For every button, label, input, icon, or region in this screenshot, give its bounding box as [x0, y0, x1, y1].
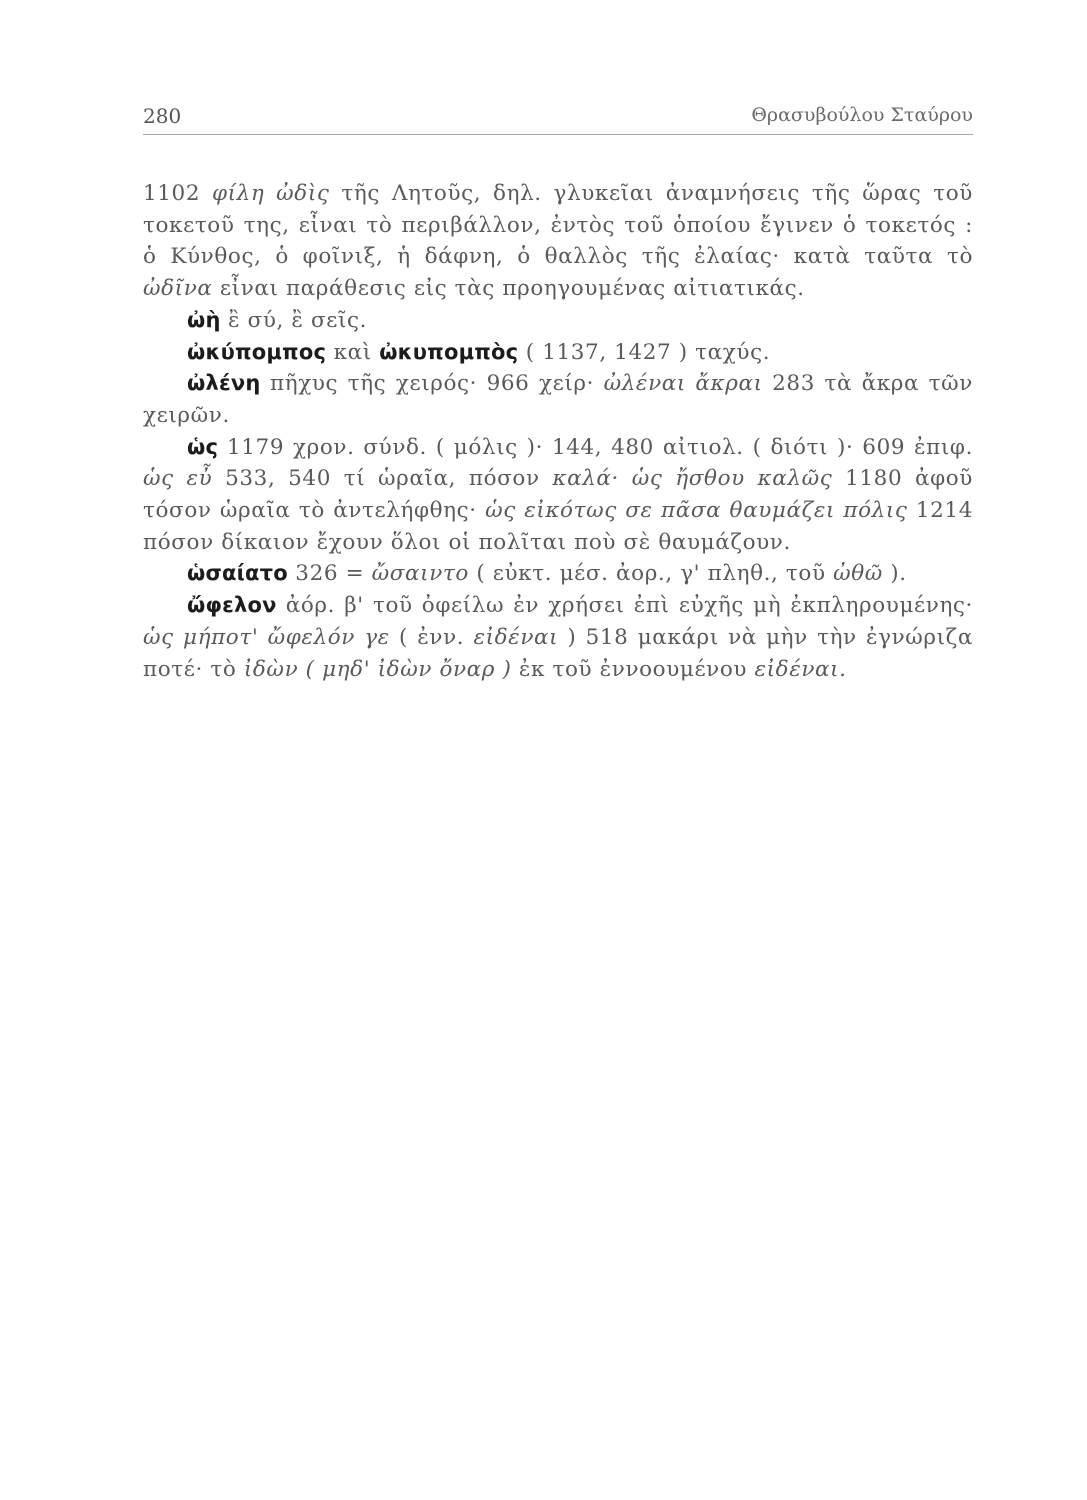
- entry-text: 1102: [143, 181, 212, 206]
- quoted-text: ὠλέναι ἄκραι: [603, 371, 763, 397]
- glossary-entry: [143, 305, 973, 337]
- headword: ὤφελον: [187, 593, 277, 618]
- entry-text: ἀόρ. β' τοῦ ὀφείλω ἐν χρήσει ἐπὶ εὐχῆς μὴ ἐκπληρουμένης·: [276, 593, 973, 619]
- entry-text: καὶ: [326, 339, 380, 365]
- headword: ὠκυπομπὸς: [379, 339, 519, 364]
- glossary-entry: [143, 178, 973, 305]
- glossary-entry: [143, 558, 973, 590]
- entry-text: τῆς Λητοῦς, δηλ. γλυκεῖαι ἀναμνήσεις τῆς ὥρας τοῦ τοκετοῦ της, εἶναι τὸ περιβάλλον, ἐντὸς τοῦ ὁποίου ἔγινεν ὁ τοκετός : ὁ Κύνθος, ὁ φοῖνιξ, ἡ δάφνη, ὁ θαλλὸς τῆς ἐλαίας· κατὰ ταῦτα τὸ: [143, 181, 973, 270]
- entry-text: ἒ σύ, ἒ σεῖς.: [220, 307, 368, 333]
- glossary-entry: [143, 590, 973, 685]
- quoted-text: ἰδὼν ( μηδ' ἰδὼν ὄναρ ): [243, 656, 512, 682]
- entry-text: ( 1137, 1427 ) ταχύς.: [518, 339, 771, 365]
- page-number: 280: [143, 104, 182, 128]
- running-title: Θρασυβούλου Σταύρου: [751, 104, 973, 126]
- entry-text: 326 =: [287, 561, 372, 587]
- headword: ὠὴ: [187, 307, 221, 332]
- quoted-text: ὠδῖνα: [143, 276, 213, 302]
- running-header: [143, 100, 973, 135]
- glossary-entry: [143, 432, 973, 559]
- entry-text: πῆχυς τῆς χειρός· 966 χείρ·: [260, 371, 604, 397]
- entry-text: 1180 ἀφοῦ τόσον ὡραῖα τὸ ἀντελήφθης·: [143, 466, 973, 524]
- headword: ὡς: [187, 434, 219, 459]
- quoted-text: ὠθῶ: [833, 561, 883, 587]
- quoted-text: φίλη ὠδὶς: [211, 181, 330, 206]
- entry-text: ) 518 μακάρι νὰ μὴν τὴν ἐγνώριζα ποτέ· τὸ: [143, 624, 974, 682]
- entry-text: ( ἐνν.: [389, 624, 474, 650]
- entry-text: 283 τὰ ἄκρα τῶν χειρῶν.: [143, 371, 973, 428]
- quoted-text: ὡς εὖ: [143, 466, 213, 492]
- quoted-text: ὤσαιντο: [371, 561, 469, 587]
- quoted-text: ὡς μήποτ' ὤφελόν γε: [143, 624, 390, 650]
- entry-text: 533, 540 τί ὡραῖα, πόσον: [212, 466, 553, 492]
- glossary-entry: [143, 368, 973, 431]
- entry-text: ( εὐκτ. μέσ. ἀορ., γ' πληθ., τοῦ: [468, 561, 834, 587]
- entry-text: 1214 πόσον δίκαιον ἔχουν ὅλοι οἱ πολῖται ποὺ σὲ θαυμάζουν.: [143, 498, 973, 555]
- quoted-text: ὡς εἰκότως σε πᾶσα θαυμάζει πόλις: [485, 498, 908, 524]
- entry-text: ).: [882, 561, 907, 587]
- quoted-text: καλά· ὡς ἤσθου καλῶς: [552, 466, 833, 492]
- headword: ὠλένη: [187, 371, 261, 396]
- entry-text: ἐκ τοῦ ἐννοουμένου: [511, 656, 755, 682]
- headword: ὡσαίατο: [187, 561, 288, 586]
- entry-text: 1179 χρον. σύνδ. ( μόλις )· 144, 480 αἰτιολ. ( διότι )· 609 ἐπιφ.: [218, 434, 973, 460]
- entry-text: εἶναι παράθεσις εἰς τὰς προηγουμένας αἰτιατικάς.: [212, 276, 805, 302]
- glossary-entry: [143, 337, 973, 369]
- glossary-entries: [143, 178, 973, 685]
- quoted-text: εἰδέναι: [473, 624, 559, 650]
- headword: ὠκύπομπος: [187, 339, 327, 364]
- quoted-text: εἰδέναι.: [754, 656, 847, 682]
